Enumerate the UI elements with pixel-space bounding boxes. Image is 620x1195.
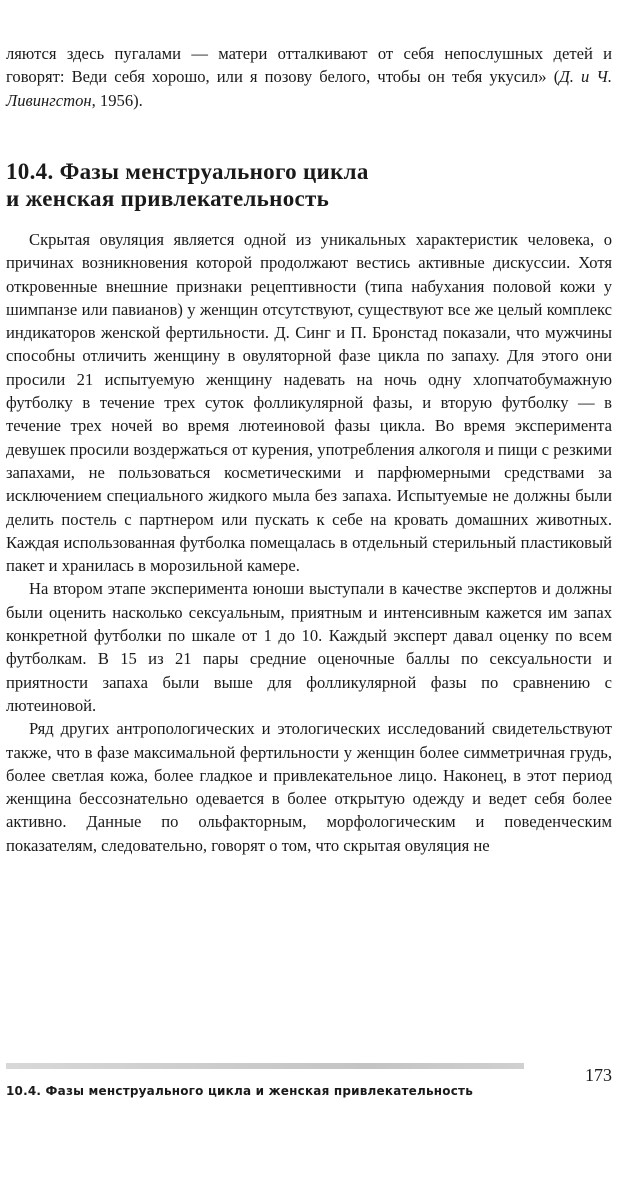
section-number: 10.4.	[6, 159, 54, 184]
intro-text: ляются здесь пугалами — матери отталкивают от себя непослушных детей и говорят: Веди себя хорошо, или я позову белого, чтобы он тебя укусил» (	[6, 44, 612, 87]
paragraph-1: Скрытая овуляция является одной из уникальных характеристик человека, о причинах возникновения которой продолжают вестись активные дискуссии. Хотя откровенные внешние признаки рецептивности (типа набухания половой кожи у шимпанзе или павианов) у женщин отсутствуют, существуют все же целый комплекс индикаторов женской фертильности. Д. Синг и П. Бронстад показали, что мужчины способны отличить женщину в овуляторной фазе цикла по запаху. Для этого они просили 21 испытуемую женщину надевать на ночь одну хлопчатобумажную футболку в течение трех суток фолликулярной фазы, и вторую футболку — в течение трех ночей во время лютеиновой фазы цикла. Во время эксперимента девушек просили воздержаться от курения, употребления алкоголя и пищи с резкими запахами, не пользоваться косметическими и парфюмерными средствами за исключением специального жидкого мыла без запаха. Испытуемые не должны были делить постель с партнером или пускать к себе на кровать домашних животных. Каждая использованная футболка помещалась в отдельный стерильный пластиковый пакет и хранилась в морозильной камере.	[6, 230, 612, 576]
section-title-line2: и женская привлекательность	[6, 186, 330, 211]
citation-year: , 1956).	[91, 90, 143, 110]
citation-authors: Д. и Ч. Ливингстон	[6, 67, 612, 110]
paragraph-2: На втором этапе эксперимента юноши выступали в качестве экспертов и должны были оценить насколько сексуальным, приятным и интенсивным кажется им запах конкретной футболки по шкале от 1 до 10. Каждый эксперт давал оценку по всем футболкам. В 15 из 21 пары средние оценочные баллы по сексуальности и приятности запаха были выше для фолликулярной фазы по сравнению с лютеиновой.	[6, 579, 612, 715]
section-heading	[6, 158, 612, 212]
running-head: 10.4. Фазы менструального цикла и женская привлекательность	[6, 1084, 473, 1098]
footer-rule	[6, 1063, 524, 1069]
page-number: 173	[585, 1065, 612, 1085]
section-body	[6, 228, 612, 857]
intro-paragraph	[6, 42, 612, 112]
section-title-line1: Фазы менструального цикла	[59, 159, 369, 184]
paragraph-3: Ряд других антропологических и этологических исследований свидетельствуют также, что в фазе максимальной фертильности у женщин более симметричная грудь, более светлая кожа, более гладкое и привлекательное лицо. Наконец, в этот период женщина бессознательно одевается в более открытую одежду и ведет себя более активно. Данные по ольфакторным, морфологическим и поведенческим показателям, следовательно, говорят о том, что скрытая овуляция не	[6, 719, 612, 855]
